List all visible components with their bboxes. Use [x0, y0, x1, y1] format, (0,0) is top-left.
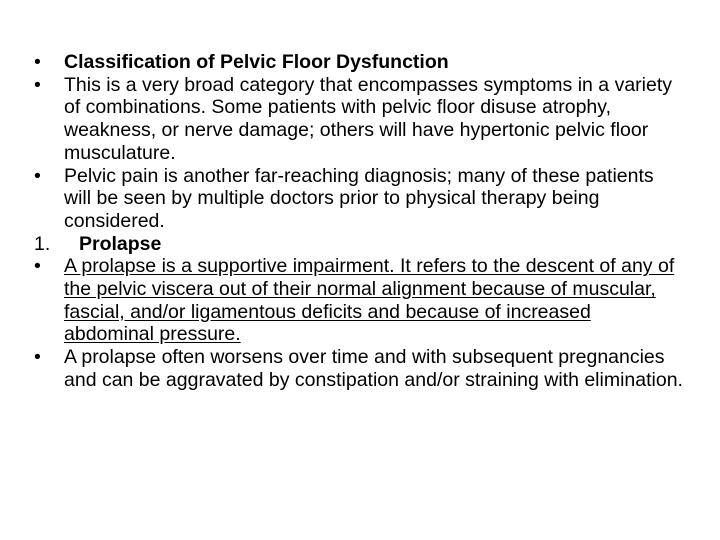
number-marker: 1. — [34, 232, 51, 255]
bullet-marker: • — [34, 346, 41, 369]
bullet-marker: • — [34, 164, 41, 187]
bullet-text: A prolapse often worsens over time and with subsequent pregnancies and can be aggravated by constipation and/or straining with elimination. — [64, 346, 683, 391]
numbered-item-prolapse — [34, 233, 686, 256]
bullet-text: Pelvic pain is another far-reaching diagnosis; many of these patients will be seen by multiple doctors prior to physical therapy being considered. — [64, 164, 654, 232]
bullet-item-prolapse-worsens — [34, 346, 686, 391]
bullet-text: This is a very broad category that encompasses symptoms in a variety of combinations. Some patients with pelvic floor disuse atrophy, weakness, or nerve damage; others will have hypertonic pelvic floor musculature. — [64, 73, 673, 164]
heading-classification: Classification of Pelvic Floor Dysfunction — [64, 51, 449, 73]
bullet-item-pelvic-pain — [34, 165, 686, 233]
bullet-text-underlined: A prolapse is a supportive impairment. It refers to the descent of any of the pelvic viscera out of their normal alignment because of muscular, fascial, and/or ligamentous deficits and because of increased abdominal pressure. — [64, 255, 675, 346]
bullet-marker: • — [34, 255, 41, 278]
bullet-item-classification-heading — [34, 51, 686, 74]
bullet-item-category-description — [34, 74, 686, 165]
bullet-marker: • — [34, 51, 41, 73]
bullet-item-prolapse-definition — [34, 255, 686, 346]
slide-content — [34, 51, 686, 392]
heading-prolapse: Prolapse — [79, 232, 162, 255]
bullet-marker: • — [34, 73, 41, 96]
